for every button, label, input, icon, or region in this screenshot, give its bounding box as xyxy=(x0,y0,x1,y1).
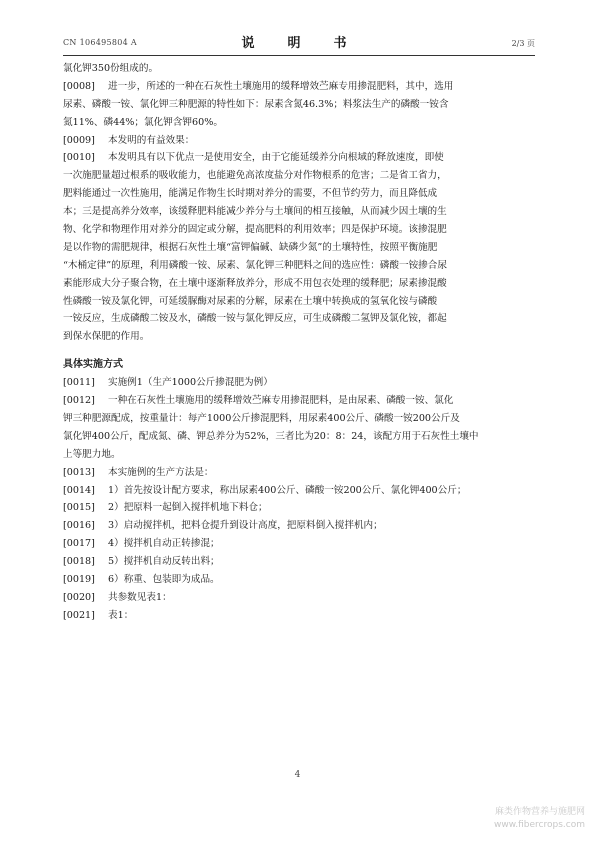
paragraph-line xyxy=(63,517,535,535)
paragraph xyxy=(63,464,535,482)
paragraph xyxy=(63,607,535,625)
paragraph-number: [0019] xyxy=(63,573,95,585)
paragraph-number: [0018] xyxy=(63,556,95,568)
document-title: 说 明 书 xyxy=(241,36,357,51)
paragraph-line xyxy=(63,78,535,96)
paragraph xyxy=(63,374,535,392)
page-number: 4 xyxy=(294,770,301,780)
paragraph-line xyxy=(63,132,535,150)
paragraph-text: 氯化钾350份组成的。 xyxy=(63,63,159,74)
paragraph-line xyxy=(63,410,535,428)
paragraph-text: 物、化学和物理作用对养分的固定或分解，提高肥料的利用效率；四是保护环境。该掺混肥 xyxy=(63,224,447,236)
paragraph-line xyxy=(63,185,535,203)
paragraph xyxy=(63,553,535,571)
paragraph-line xyxy=(63,167,535,185)
paragraph-number: [0010] xyxy=(63,152,95,164)
paragraph-text: 1）首先按设计配方要求，称出尿素400公斤、磷酸一铵200公斤、氯化钾400公斤； xyxy=(108,484,467,496)
paragraph-line xyxy=(63,293,535,311)
paragraph xyxy=(63,571,535,589)
paragraph-number: [0016] xyxy=(63,520,95,532)
paragraph xyxy=(63,132,535,150)
paragraph-line xyxy=(63,203,535,221)
paragraph-text: 一铵反应，生成磷酸二铵及水，磷酸一铵与氯化钾反应，可生成磷酸二氢钾及氯化铵，都起 xyxy=(63,313,447,325)
paragraph-number: [0013] xyxy=(63,466,95,478)
paragraph xyxy=(63,149,535,346)
paragraph-text: 表1： xyxy=(108,609,134,621)
page-of-total: 2/3 页 xyxy=(511,39,535,48)
paragraph-line xyxy=(63,221,535,239)
paragraph-line xyxy=(63,589,535,607)
paragraph-text: 上等肥力地。 xyxy=(63,448,121,460)
paragraph-text: 性磷酸一铵及氯化钾，可延缓脲酶对尿素的分解，尿素在土壤中转换成的氢氧化铵与磷酸 xyxy=(63,295,438,307)
paragraph-line xyxy=(63,553,535,571)
paragraph-number: [0015] xyxy=(63,502,95,514)
paragraph xyxy=(63,499,535,517)
paragraph-text: 实施例1（生产1000公斤掺混肥为例） xyxy=(108,377,273,389)
paragraph-line xyxy=(63,149,535,167)
paragraph-line xyxy=(63,328,535,346)
paragraph-line xyxy=(63,607,535,625)
paragraph-number: [0014] xyxy=(63,484,95,496)
paragraph-number: [0008] xyxy=(63,80,95,92)
paragraph-text: 到保水保肥的作用。 xyxy=(63,331,150,343)
description-section xyxy=(63,60,535,346)
paragraph xyxy=(63,589,535,607)
watermark-url: www.fibercrops.com xyxy=(494,820,585,830)
watermark xyxy=(494,806,585,832)
paragraph-line xyxy=(63,392,535,410)
paragraph-text: 一种在石灰性土壤施用的缓释增效苎麻专用掺混肥料，是由尿素、磷酸一铵、氯化 xyxy=(108,395,454,407)
paragraph-text: 共参数见表1： xyxy=(108,591,172,603)
paragraph-number: [0020] xyxy=(63,591,95,603)
paragraph-text: 尿素、磷酸一铵、氯化钾三种肥源的特性如下：尿素含氮46.3%；料浆法生产的磷酸一铵含 xyxy=(63,98,449,110)
page-header xyxy=(63,30,535,54)
paragraph-number: [0012] xyxy=(63,395,95,407)
paragraph xyxy=(63,78,535,132)
watermark-text: 麻类作物营养与施肥网 xyxy=(494,807,585,817)
paragraph xyxy=(63,392,535,464)
paragraph-line xyxy=(63,310,535,328)
patent-number: CN 106495804 A xyxy=(63,38,137,47)
paragraph xyxy=(63,482,535,500)
header-divider xyxy=(63,55,535,56)
paragraph-text: 2）把原料一起倒入搅拌机地下料仓； xyxy=(108,502,268,514)
paragraph-text: 本发明的有益效果： xyxy=(108,134,195,146)
paragraph-text: 素能形成大分子聚合物，在土壤中逐渐释放养分，形成不用包衣处理的缓释肥；尿素掺混酸 xyxy=(63,277,447,289)
paragraph-text: 一次施肥量超过根系的吸收能力，也能避免高浓度盐分对作物根系的危害；二是省工省力， xyxy=(63,170,447,182)
paragraph-text: 是以作物的需肥规律，根据石灰性土壤“富钾偏碱、缺磷少氮”的土壤特性，按照平衡施肥 xyxy=(63,241,438,253)
paragraph-line xyxy=(63,275,535,293)
paragraph-text: 氯化钾400公斤，配成氮、磷、钾总养分为52%，三者比为20：8：24，该配方用于石灰性土壤中 xyxy=(63,430,479,442)
paragraph-text: 本；三是提高养分效率，该缓释肥料能减少养分与土壤间的相互接触，从而减少因土壤的生 xyxy=(63,206,447,218)
document-body xyxy=(63,60,535,625)
paragraph-line xyxy=(63,446,535,464)
paragraph-text: 氮11%、磷44%；氯化钾含钾60%。 xyxy=(63,116,223,128)
paragraph-line xyxy=(63,428,535,446)
paragraph-line xyxy=(63,60,535,78)
section-heading: 具体实施方式 xyxy=(63,359,123,371)
paragraph-text: 3）启动搅拌机，把料仓提升到设计高度，把原料倒入搅拌机内； xyxy=(108,520,383,532)
paragraph-line xyxy=(63,482,535,500)
paragraph-line xyxy=(63,499,535,517)
paragraph-line xyxy=(63,257,535,275)
paragraph-line xyxy=(63,535,535,553)
paragraph-line xyxy=(63,114,535,132)
embodiment-section xyxy=(63,374,535,624)
paragraph-number: [0011] xyxy=(63,377,95,389)
paragraph-text: 本发明具有以下优点一是使用安全，由于它能延缓养分向根域的释放速度，即使 xyxy=(108,152,444,164)
paragraph xyxy=(63,60,535,78)
paragraph-text: 肥料能通过一次性施用，能满足作物生长时期对养分的需要，不但节约劳力，而且降低成 xyxy=(63,188,438,200)
paragraph-number: [0017] xyxy=(63,538,95,550)
paragraph xyxy=(63,535,535,553)
paragraph-text: 钾三种肥源配成，按重量计：每产1000公斤掺混肥料，用尿素400公斤、磷酸一铵200公斤及 xyxy=(63,412,460,424)
paragraph-line xyxy=(63,374,535,392)
paragraph-line xyxy=(63,96,535,114)
paragraph xyxy=(63,517,535,535)
paragraph-text: 本实施例的生产方法是： xyxy=(108,466,214,478)
paragraph-text: 4）搅拌机自动正转掺混； xyxy=(108,538,220,550)
paragraph-text: 5）搅拌机自动反转出料； xyxy=(108,556,220,568)
paragraph-number: [0021] xyxy=(63,609,95,621)
paragraph-text: 6）称重、包装即为成品。 xyxy=(108,573,220,585)
paragraph-line xyxy=(63,571,535,589)
paragraph-text: “木桶定律”的原理，利用磷酸一铵、尿素、氯化钾三种肥料之间的选应性：磷酸一铵掺合尿 xyxy=(63,259,447,271)
paragraph-line xyxy=(63,464,535,482)
paragraph-number: [0009] xyxy=(63,134,95,146)
paragraph-line xyxy=(63,239,535,257)
paragraph-text: 进一步，所述的一种在石灰性土壤施用的缓释增效苎麻专用掺混肥料，其中，选用 xyxy=(108,80,454,92)
